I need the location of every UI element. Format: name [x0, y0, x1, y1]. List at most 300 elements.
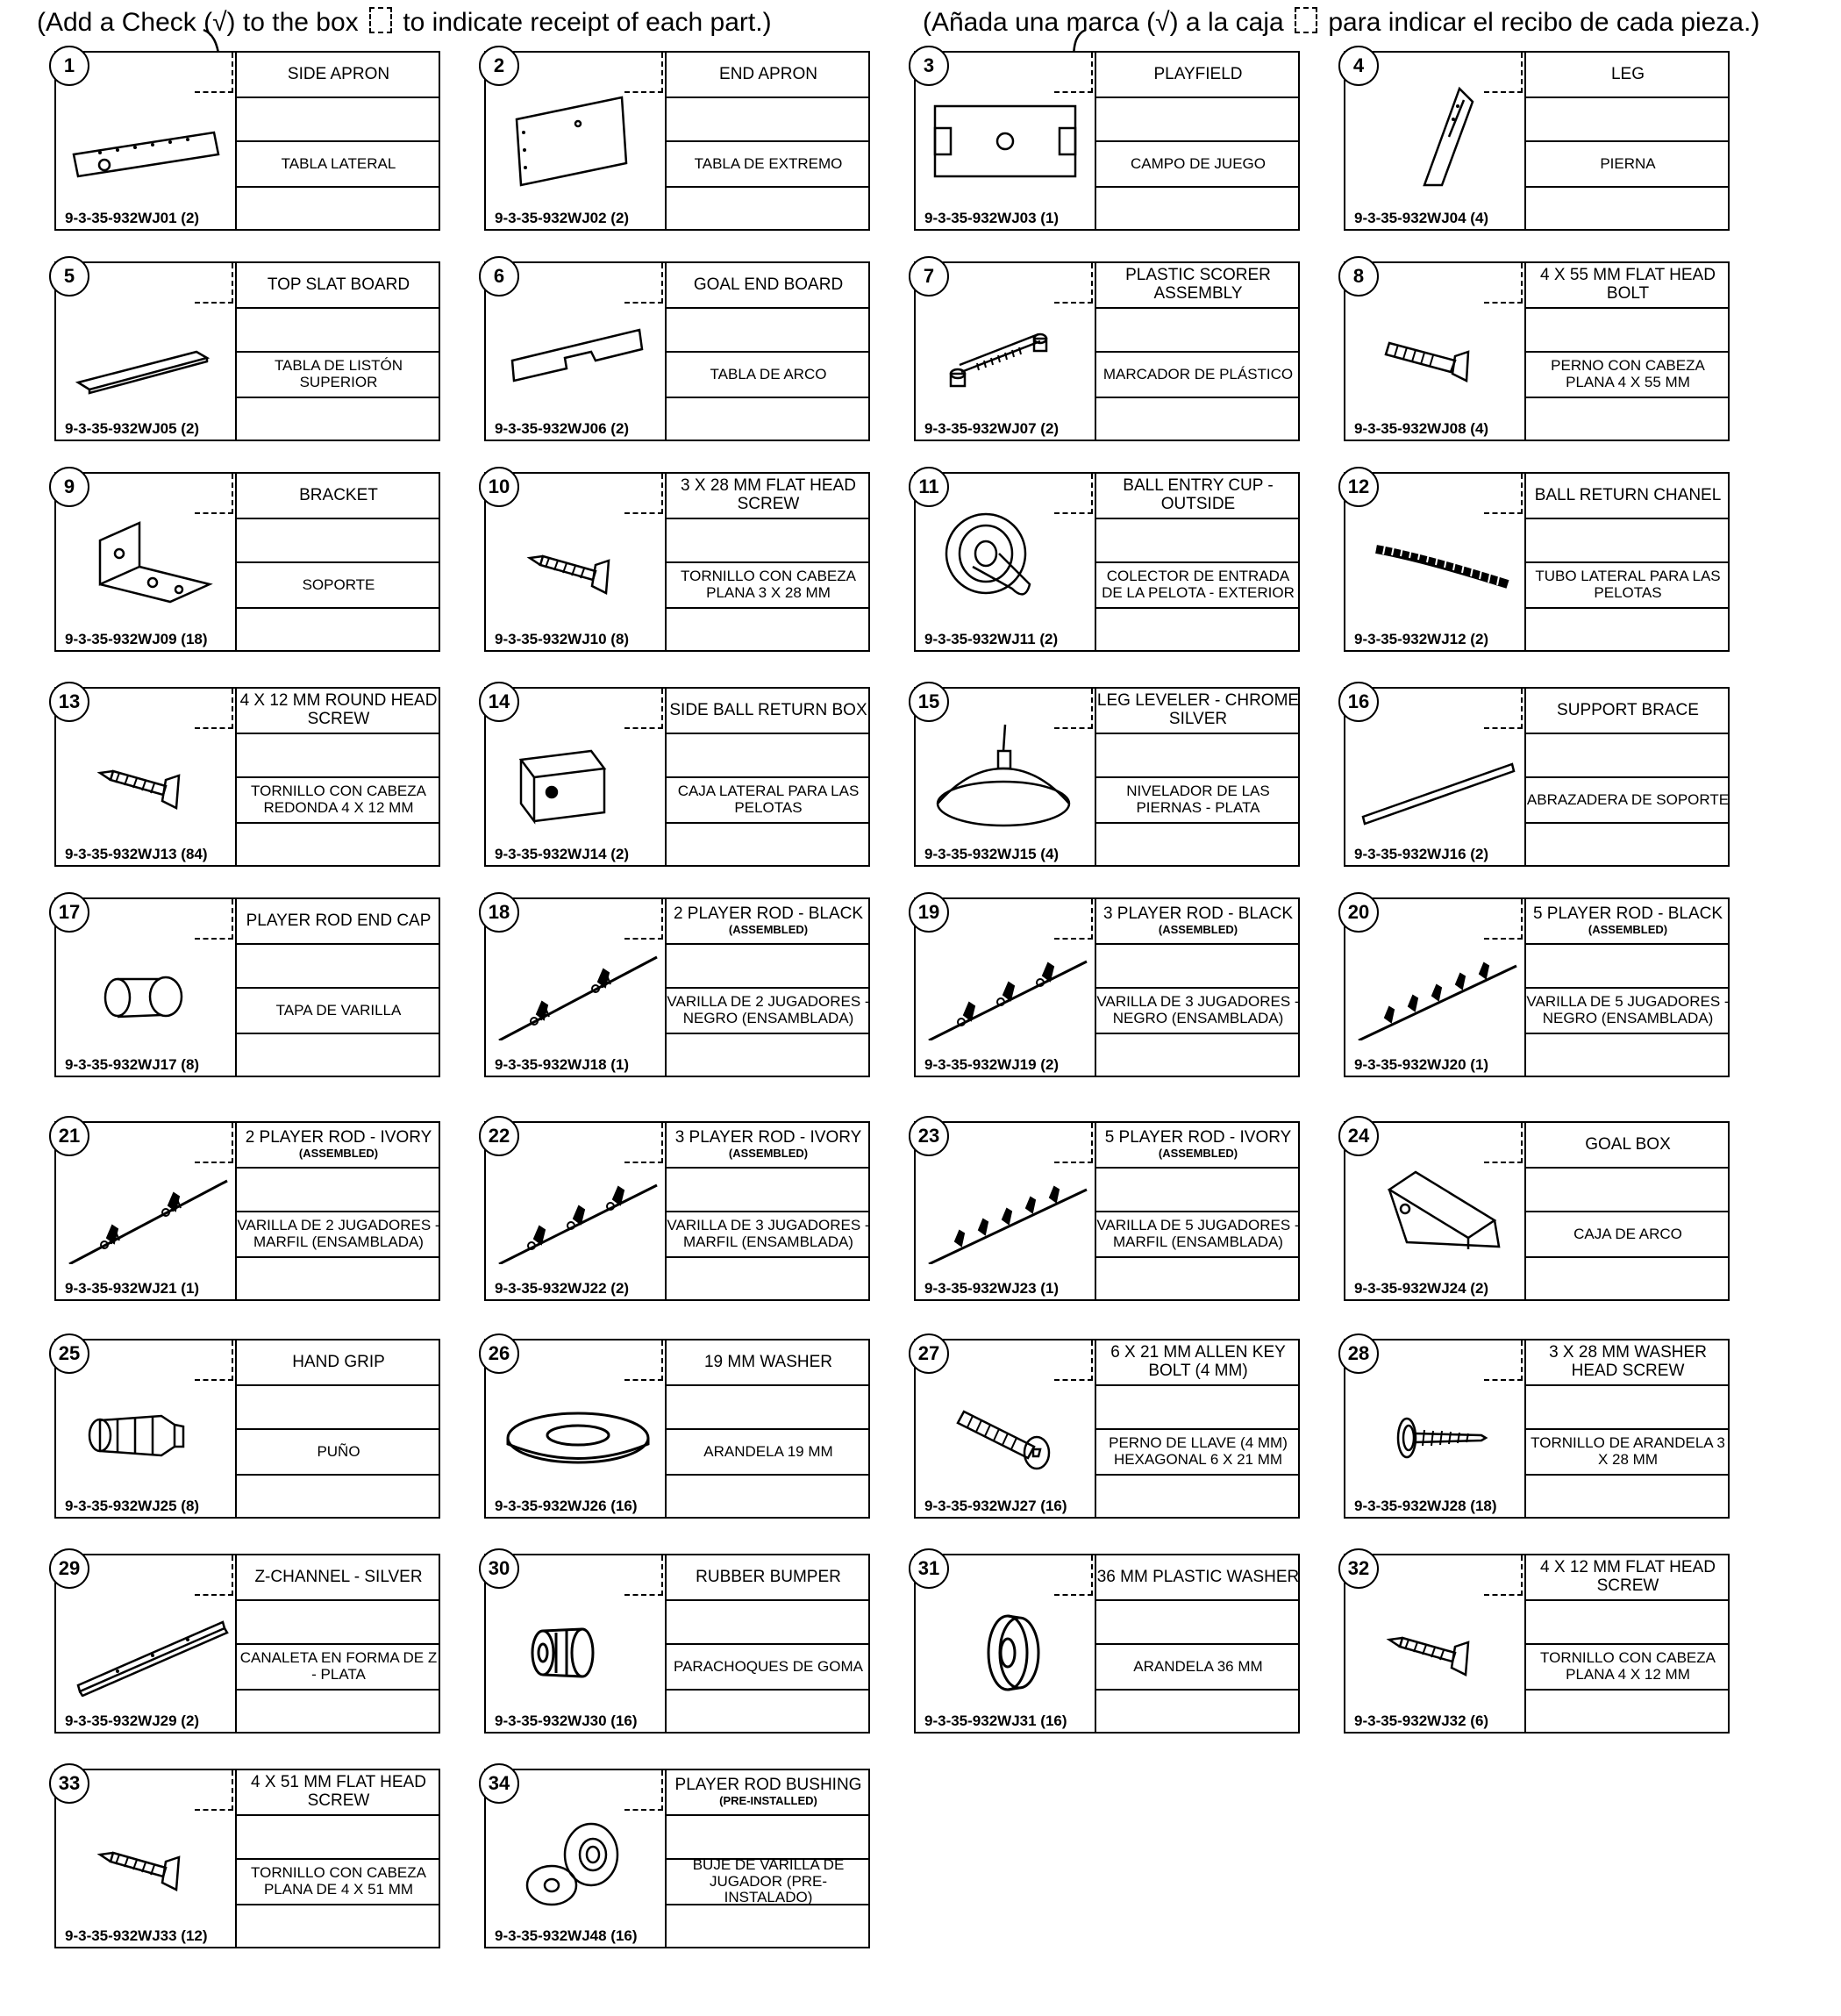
- part-info: [235, 1123, 439, 1299]
- part-code: 9-3-35-932WJ07 (2): [924, 420, 1060, 437]
- part-name-en-cell: [1096, 689, 1300, 734]
- blank-cell: [667, 1816, 870, 1860]
- rod-3-icon: [924, 931, 1091, 1040]
- part-number: 32: [1338, 1548, 1379, 1589]
- part-name-es-cell: [1526, 1212, 1730, 1258]
- part-name-en: HAND GRIP: [292, 1352, 385, 1371]
- part-name-es: PERNO DE LLAVE (4 MM) HEXAGONAL 6 X 21 MM: [1109, 1434, 1288, 1468]
- blank-cell: [237, 98, 440, 142]
- screw-icon: [65, 720, 232, 830]
- part-info: [1524, 474, 1728, 650]
- blank-cell: [237, 945, 440, 989]
- bushing-icon: [495, 1802, 661, 1912]
- part-name-en-cell: [1526, 1340, 1730, 1386]
- part-name-es: TORNILLO CON CABEZA PLANA DE 4 X 51 MM: [251, 1864, 426, 1898]
- part-name-en-cell: [237, 1340, 440, 1386]
- washer-side-icon: [924, 1587, 1091, 1697]
- part-name-en: TOP SLAT BOARD: [267, 275, 410, 294]
- blank-cell: [667, 824, 870, 865]
- part-name-en-cell: [667, 53, 870, 98]
- part-card: [54, 51, 440, 231]
- box-icon: [495, 720, 661, 830]
- end-cap-icon: [65, 931, 232, 1040]
- blank-cell: [237, 309, 440, 353]
- part-number: 4: [1338, 46, 1379, 86]
- part-name-es: TORNILLO DE ARANDELA 3 X 28 MM: [1531, 1434, 1725, 1468]
- part-card: [914, 897, 1300, 1077]
- part-info: [235, 1770, 439, 1947]
- part-name-es: ARANDELA 36 MM: [1133, 1657, 1263, 1675]
- part-code: 9-3-35-932WJ15 (4): [924, 846, 1060, 862]
- part-name-es-cell: [667, 1645, 870, 1691]
- part-card: [1344, 1339, 1730, 1519]
- part-card: [54, 1554, 440, 1734]
- blank-cell: [237, 734, 440, 778]
- part-name-en: GOAL END BOARD: [693, 275, 844, 294]
- part-name-en-cell: [1526, 689, 1730, 734]
- part-number: 5: [49, 256, 89, 297]
- part-subtitle: (ASSEMBLED): [728, 923, 809, 937]
- part-name-es: VARILLA DE 2 JUGADORES - MARFIL (ENSAMBLADA): [237, 1217, 440, 1250]
- part-name-es-cell: [237, 1645, 440, 1691]
- part-number: 12: [1338, 467, 1379, 507]
- part-name-en: 3 X 28 MM WASHER HEAD SCREW: [1549, 1343, 1707, 1380]
- part-name-en: SIDE APRON: [287, 64, 390, 83]
- part-number: 19: [909, 892, 949, 933]
- part-code: 9-3-35-932WJ19 (2): [924, 1056, 1060, 1073]
- screw-icon: [495, 505, 661, 615]
- part-code: 9-3-35-932WJ29 (2): [65, 1712, 200, 1729]
- part-name-en: 4 X 51 MM FLAT HEAD SCREW: [251, 1773, 426, 1810]
- part-name-en-cell: [237, 1123, 440, 1169]
- part-card: [1344, 1554, 1730, 1734]
- part-card: [914, 1554, 1300, 1734]
- blank-cell: [667, 309, 870, 353]
- part-name-es-cell: [667, 563, 870, 609]
- part-name-es: NIVELADOR DE LAS PIERNAS - PLATA: [1126, 783, 1270, 816]
- part-number: 28: [1338, 1333, 1379, 1374]
- part-card: [484, 1554, 870, 1734]
- blank-cell: [1526, 945, 1730, 989]
- part-code: 9-3-35-932WJ26 (16): [495, 1498, 638, 1514]
- part-name-es: CANALETA EN FORMA DE Z - PLATA: [239, 1649, 438, 1683]
- blank-cell: [1526, 1169, 1730, 1212]
- part-name-en-cell: [667, 263, 870, 309]
- part-info: [1524, 53, 1728, 229]
- part-info: [1095, 689, 1298, 865]
- part-name-es: ABRAZADERA DE SOPORTE: [1526, 790, 1730, 808]
- blank-cell: [237, 1258, 440, 1299]
- blank-cell: [237, 519, 440, 563]
- part-name-en: 6 X 21 MM ALLEN KEY BOLT (4 MM): [1110, 1343, 1286, 1380]
- part-code: 9-3-35-932WJ09 (18): [65, 631, 208, 647]
- blank-cell: [1526, 1476, 1730, 1517]
- part-number: 33: [49, 1763, 89, 1804]
- part-subtitle: (ASSEMBLED): [728, 1147, 809, 1161]
- part-name-es: PERNO CON CABEZA PLANA 4 X 55 MM: [1551, 357, 1705, 390]
- part-number: 13: [49, 682, 89, 722]
- part-subtitle: (ASSEMBLED): [298, 1147, 379, 1161]
- part-number: 1: [49, 46, 89, 86]
- part-info: [1524, 689, 1728, 865]
- part-card: [54, 1121, 440, 1301]
- blank-cell: [667, 734, 870, 778]
- washer-screw-icon: [1354, 1372, 1521, 1482]
- part-name-es-cell: [237, 142, 440, 188]
- part-info: [665, 1555, 868, 1732]
- part-name-es-cell: [667, 1430, 870, 1476]
- part-code: 9-3-35-932WJ31 (16): [924, 1712, 1067, 1729]
- blank-cell: [237, 1691, 440, 1732]
- part-info: [665, 899, 868, 1076]
- part-name-es-cell: [1526, 989, 1730, 1034]
- part-name-es: SOPORTE: [302, 575, 375, 593]
- blank-cell: [237, 1386, 440, 1430]
- part-name-en: 2 PLAYER ROD - BLACK: [673, 904, 864, 924]
- part-name-es: TORNILLO CON CABEZA PLANA 3 X 28 MM: [681, 568, 856, 601]
- part-code: 9-3-35-932WJ25 (8): [65, 1498, 200, 1514]
- part-number: 24: [1338, 1116, 1379, 1156]
- part-info: [1095, 899, 1298, 1076]
- part-name-es: TUBO LATERAL PARA LAS PELOTAS: [1535, 568, 1721, 601]
- part-name-es: CAMPO DE JUEGO: [1131, 154, 1266, 172]
- part-number: 15: [909, 682, 949, 722]
- part-name-es-cell: [1526, 353, 1730, 398]
- part-name-en: Z-CHANNEL - SILVER: [254, 1567, 423, 1586]
- part-card: [54, 261, 440, 441]
- blank-cell: [1096, 398, 1300, 440]
- part-name-en: SUPPORT BRACE: [1557, 700, 1699, 719]
- part-code: 9-3-35-932WJ11 (2): [924, 631, 1059, 647]
- part-code: 9-3-35-932WJ05 (2): [65, 420, 200, 437]
- part-name-es-cell: [1526, 1430, 1730, 1476]
- blank-cell: [1096, 519, 1300, 563]
- blank-cell: [237, 609, 440, 650]
- washer-flat-icon: [495, 1372, 661, 1482]
- part-card: [1344, 261, 1730, 441]
- blank-cell: [1526, 398, 1730, 440]
- instruction-es: [923, 7, 1759, 38]
- part-name-en: PLAYFIELD: [1153, 64, 1243, 83]
- part-number: 3: [909, 46, 949, 86]
- rod-2-icon: [65, 1155, 232, 1264]
- part-name-es-cell: [667, 1855, 870, 1906]
- part-name-es: MARCADOR DE PLÁSTICO: [1102, 365, 1294, 382]
- part-card: [914, 472, 1300, 652]
- part-card: [1344, 51, 1730, 231]
- part-info: [665, 474, 868, 650]
- part-name-en-cell: [667, 1340, 870, 1386]
- blank-cell: [1526, 1601, 1730, 1645]
- blank-cell: [667, 398, 870, 440]
- part-name-es-cell: [667, 778, 870, 824]
- part-code: 9-3-35-932WJ22 (2): [495, 1280, 630, 1297]
- part-name-en: 36 MM PLASTIC WASHER: [1096, 1567, 1300, 1586]
- part-name-es-cell: [237, 563, 440, 609]
- part-name-en: 3 X 28 MM FLAT HEAD SCREW: [681, 476, 856, 513]
- part-number: 7: [909, 256, 949, 297]
- scorer-icon: [924, 295, 1091, 404]
- part-name-en: BRACKET: [299, 485, 378, 504]
- bracket-icon: [65, 505, 232, 615]
- blank-cell: [667, 1691, 870, 1732]
- blank-cell: [667, 1601, 870, 1645]
- part-code: 9-3-35-932WJ17 (8): [65, 1056, 200, 1073]
- instruction-en: [37, 7, 772, 38]
- part-card: [484, 51, 870, 231]
- part-name-es-cell: [667, 1212, 870, 1258]
- part-name-es: VARILLA DE 5 JUGADORES - NEGRO (ENSAMBLADA): [1526, 993, 1730, 1026]
- part-code: 9-3-35-932WJ32 (6): [1354, 1712, 1489, 1729]
- part-code: 9-3-35-932WJ14 (2): [495, 846, 630, 862]
- part-card: [54, 1769, 440, 1948]
- blank-cell: [1096, 734, 1300, 778]
- part-card: [54, 472, 440, 652]
- part-code: 9-3-35-932WJ28 (18): [1354, 1498, 1497, 1514]
- part-code: 9-3-35-932WJ24 (2): [1354, 1280, 1489, 1297]
- part-number: 34: [479, 1763, 519, 1804]
- blank-cell: [667, 519, 870, 563]
- part-name-en: BALL RETURN CHANEL: [1534, 485, 1722, 504]
- part-name-en-cell: [1526, 1555, 1730, 1601]
- part-number: 30: [479, 1548, 519, 1589]
- part-code: 9-3-35-932WJ13 (84): [65, 846, 208, 862]
- part-subtitle: (ASSEMBLED): [1158, 1147, 1238, 1161]
- part-number: 10: [479, 467, 519, 507]
- part-name-es-cell: [667, 989, 870, 1034]
- goal-box-icon: [1354, 1155, 1521, 1264]
- blank-cell: [1526, 519, 1730, 563]
- blank-cell: [667, 1386, 870, 1430]
- part-name-en-cell: [1096, 1123, 1300, 1169]
- part-info: [1524, 1340, 1728, 1517]
- grip-icon: [65, 1372, 232, 1482]
- part-card: [914, 51, 1300, 231]
- part-name-es: VARILLA DE 3 JUGADORES - NEGRO (ENSAMBLADA): [1096, 993, 1300, 1026]
- blank-cell: [667, 98, 870, 142]
- part-card: [914, 1121, 1300, 1301]
- part-name-en: 4 X 55 MM FLAT HEAD BOLT: [1540, 266, 1716, 303]
- part-name-es-cell: [667, 353, 870, 398]
- playfield-icon: [924, 84, 1091, 194]
- part-name-en: LEG LEVELER - CHROME SILVER: [1096, 691, 1300, 728]
- part-name-en: RUBBER BUMPER: [696, 1567, 841, 1586]
- blank-cell: [237, 398, 440, 440]
- part-info: [1095, 53, 1298, 229]
- blank-cell: [667, 609, 870, 650]
- part-name-en-cell: [237, 1555, 440, 1601]
- blank-cell: [1096, 1476, 1300, 1517]
- part-number: 26: [479, 1333, 519, 1374]
- screw-icon: [65, 1802, 232, 1912]
- rod-5-icon: [924, 1155, 1091, 1264]
- part-info: [235, 263, 439, 440]
- apron-icon: [65, 84, 232, 194]
- part-name-en: 19 MM WASHER: [703, 1352, 833, 1371]
- part-card: [1344, 1121, 1730, 1301]
- part-number: 18: [479, 892, 519, 933]
- part-name-en-cell: [667, 1770, 870, 1816]
- part-card: [914, 687, 1300, 867]
- part-info: [665, 1340, 868, 1517]
- blank-cell: [1096, 1691, 1300, 1732]
- part-info: [1095, 1340, 1298, 1517]
- blank-cell: [237, 188, 440, 229]
- part-number: 29: [49, 1548, 89, 1589]
- screw-icon: [1354, 1587, 1521, 1697]
- part-name-es-cell: [1096, 1645, 1300, 1691]
- part-info: [235, 1555, 439, 1732]
- blank-cell: [667, 1258, 870, 1299]
- leveler-icon: [924, 720, 1091, 830]
- part-name-en: PLASTIC SCORER ASSEMBLY: [1125, 266, 1271, 303]
- part-info: [1095, 1123, 1298, 1299]
- leg-icon: [1354, 84, 1521, 194]
- part-info: [235, 474, 439, 650]
- part-name-en-cell: [1096, 1340, 1300, 1386]
- part-code: 9-3-35-932WJ06 (2): [495, 420, 630, 437]
- blank-cell: [1526, 1691, 1730, 1732]
- part-code: 9-3-35-932WJ02 (2): [495, 210, 630, 226]
- blank-cell: [1096, 1258, 1300, 1299]
- part-name-en-cell: [237, 263, 440, 309]
- blank-cell: [1096, 1601, 1300, 1645]
- part-code: 9-3-35-932WJ20 (1): [1354, 1056, 1489, 1073]
- part-card: [1344, 687, 1730, 867]
- part-name-en: 5 PLAYER ROD - IVORY: [1104, 1128, 1292, 1147]
- part-name-en-cell: [237, 474, 440, 519]
- blank-cell: [1096, 188, 1300, 229]
- part-info: [1524, 899, 1728, 1076]
- blank-cell: [237, 824, 440, 865]
- part-code: 9-3-35-932WJ23 (1): [924, 1280, 1060, 1297]
- part-name-en-cell: [667, 689, 870, 734]
- part-number: 11: [909, 467, 949, 507]
- part-info: [1524, 263, 1728, 440]
- part-name-en-cell: [1526, 53, 1730, 98]
- instruction-en-end: to indicate receipt of each part.): [403, 8, 772, 37]
- part-name-en: 4 X 12 MM ROUND HEAD SCREW: [239, 691, 438, 728]
- part-number: 23: [909, 1116, 949, 1156]
- part-name-en-cell: [1526, 1123, 1730, 1169]
- part-name-en-cell: [667, 474, 870, 519]
- part-card: [914, 261, 1300, 441]
- part-name-en: GOAL BOX: [1585, 1134, 1671, 1154]
- blank-cell: [1526, 824, 1730, 865]
- part-name-en: BALL ENTRY CUP - OUTSIDE: [1123, 476, 1274, 513]
- blank-cell: [237, 1905, 440, 1947]
- blank-cell: [1096, 1169, 1300, 1212]
- part-name-en: 2 PLAYER ROD - IVORY: [245, 1128, 432, 1147]
- part-info: [1095, 474, 1298, 650]
- part-name-es: TABLA DE EXTREMO: [694, 154, 843, 172]
- part-name-es: PIERNA: [1600, 154, 1656, 172]
- part-name-en: 4 X 12 MM FLAT HEAD SCREW: [1540, 1558, 1716, 1595]
- part-card: [484, 1121, 870, 1301]
- part-name-en-cell: [1096, 1555, 1300, 1601]
- check-box-sample: [1295, 7, 1317, 33]
- part-name-en: 3 PLAYER ROD - BLACK: [1102, 904, 1294, 924]
- part-card: [484, 1339, 870, 1519]
- part-name-en-cell: [237, 53, 440, 98]
- part-name-en: 5 PLAYER ROD - BLACK: [1532, 904, 1723, 924]
- part-name-en-cell: [1096, 899, 1300, 945]
- part-card: [484, 261, 870, 441]
- part-info: [1524, 1555, 1728, 1732]
- part-name-es: TORNILLO CON CABEZA PLANA 4 X 12 MM: [1540, 1649, 1716, 1683]
- allen-bolt-icon: [924, 1372, 1091, 1482]
- blank-cell: [667, 1905, 870, 1947]
- part-name-en-cell: [667, 1123, 870, 1169]
- slat-board-icon: [65, 295, 232, 404]
- blank-cell: [1096, 824, 1300, 865]
- channel-icon: [1354, 505, 1521, 615]
- blank-cell: [667, 1169, 870, 1212]
- part-name-en: PLAYER ROD BUSHING: [674, 1776, 862, 1795]
- bumper-icon: [495, 1587, 661, 1697]
- part-name-es-cell: [237, 1212, 440, 1258]
- blank-cell: [1526, 188, 1730, 229]
- part-code: 9-3-35-932WJ08 (4): [1354, 420, 1489, 437]
- part-name-es-cell: [1096, 1430, 1300, 1476]
- blank-cell: [1526, 734, 1730, 778]
- blank-cell: [1526, 609, 1730, 650]
- part-name-en-cell: [667, 1555, 870, 1601]
- blank-cell: [1096, 1386, 1300, 1430]
- part-name-en-cell: [1096, 53, 1300, 98]
- part-name-es-cell: [1526, 778, 1730, 824]
- part-card: [54, 687, 440, 867]
- instruction-en-start: (Add a Check (√) to the box: [37, 8, 359, 37]
- blank-cell: [667, 1034, 870, 1076]
- part-number: 31: [909, 1548, 949, 1589]
- blank-cell: [237, 1169, 440, 1212]
- part-number: 2: [479, 46, 519, 86]
- instruction-es-end: para indicar el recibo de cada pieza.): [1328, 8, 1760, 37]
- part-name-es-cell: [237, 1430, 440, 1476]
- blank-cell: [237, 1476, 440, 1517]
- blank-cell: [1526, 309, 1730, 353]
- check-box-sample: [369, 7, 392, 33]
- part-card: [484, 1769, 870, 1948]
- part-name-es-cell: [1526, 1645, 1730, 1691]
- blank-cell: [1096, 945, 1300, 989]
- part-name-en: 3 PLAYER ROD - IVORY: [674, 1128, 862, 1147]
- part-name-es-cell: [237, 989, 440, 1034]
- part-number: 9: [49, 467, 89, 507]
- blank-cell: [1096, 98, 1300, 142]
- part-number: 17: [49, 892, 89, 933]
- blank-cell: [1526, 1386, 1730, 1430]
- part-code: 9-3-35-932WJ12 (2): [1354, 631, 1489, 647]
- part-code: 9-3-35-932WJ48 (16): [495, 1927, 638, 1944]
- part-name-es-cell: [1096, 989, 1300, 1034]
- part-info: [665, 1770, 868, 1947]
- part-name-en: END APRON: [719, 64, 817, 83]
- part-number: 16: [1338, 682, 1379, 722]
- blank-cell: [1096, 609, 1300, 650]
- part-code: 9-3-35-932WJ10 (8): [495, 631, 630, 647]
- goal-board-icon: [495, 295, 661, 404]
- part-name-es-cell: [1096, 778, 1300, 824]
- part-code: 9-3-35-932WJ04 (4): [1354, 210, 1489, 226]
- part-number: 20: [1338, 892, 1379, 933]
- part-card: [1344, 472, 1730, 652]
- part-name-es: ARANDELA 19 MM: [703, 1442, 833, 1460]
- part-info: [1095, 263, 1298, 440]
- rod-2-icon: [495, 931, 661, 1040]
- part-card: [1344, 897, 1730, 1077]
